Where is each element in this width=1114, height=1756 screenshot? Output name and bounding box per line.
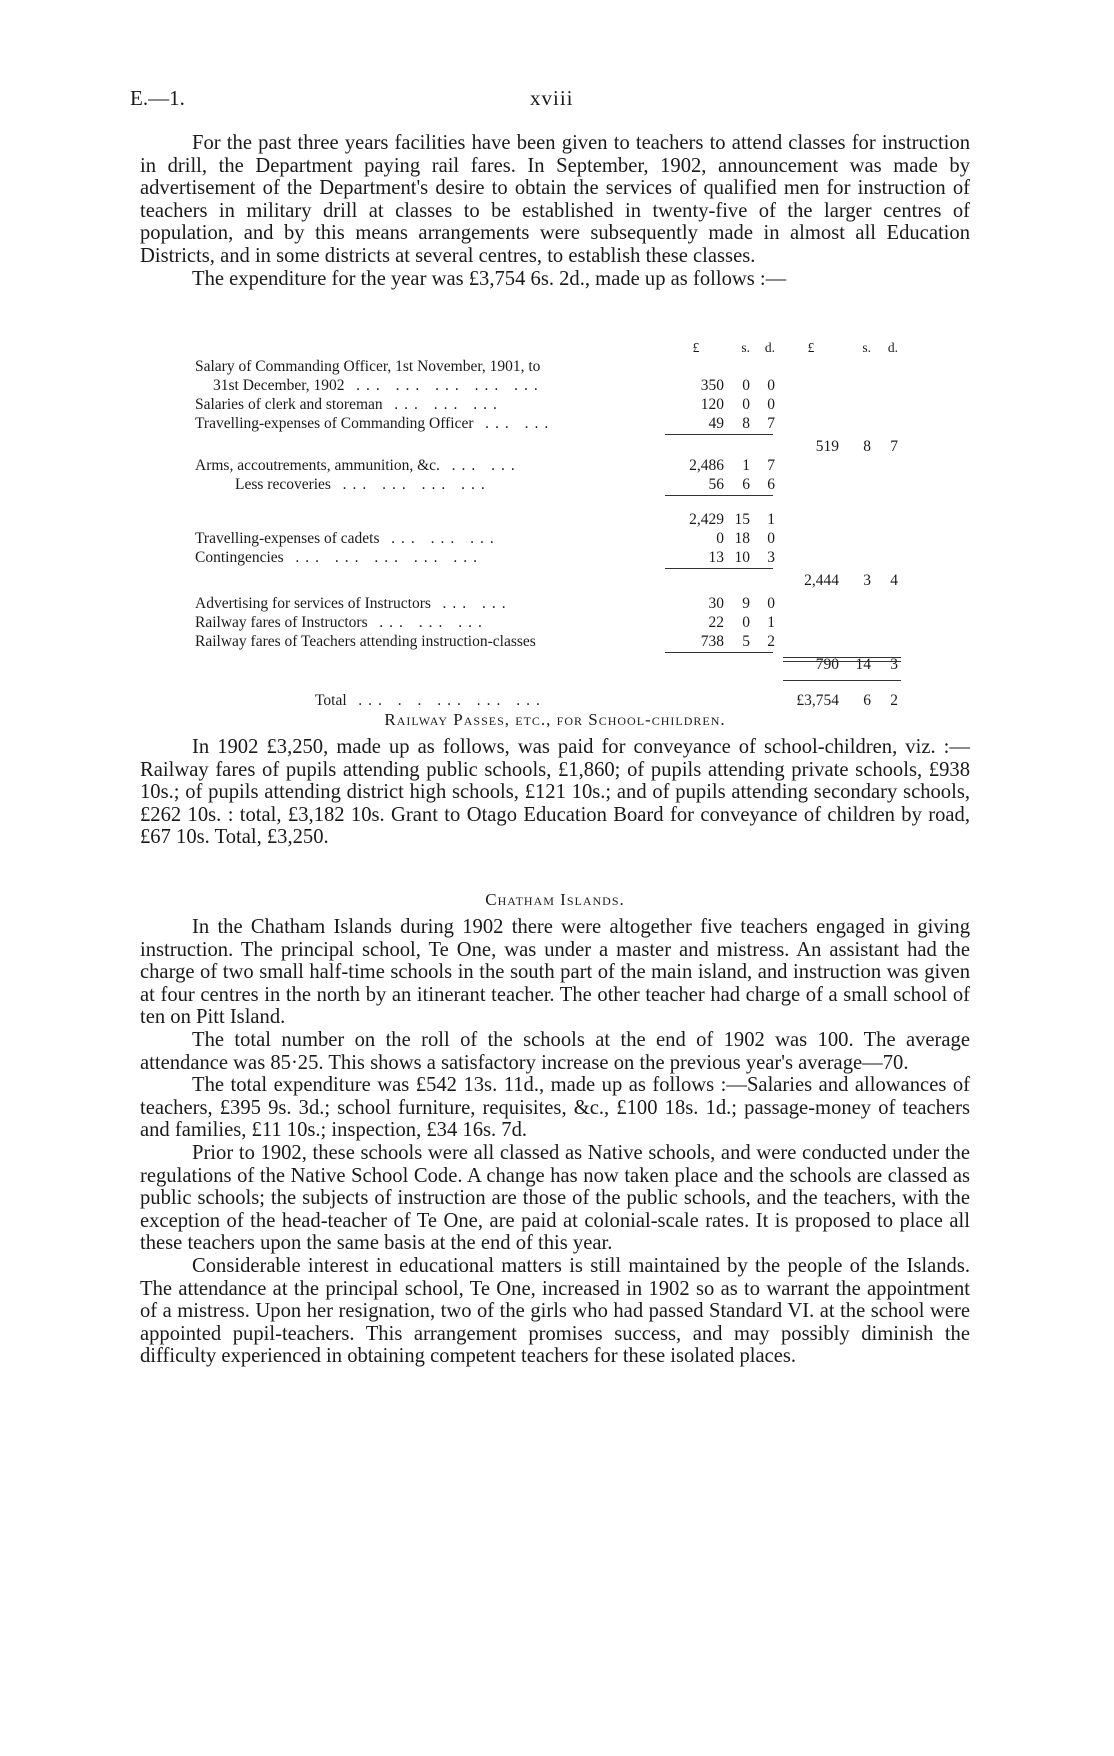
section-heading-railway: Railway Passes, etc., for School-children.	[384, 710, 726, 729]
item-pence: 3	[767, 549, 775, 566]
paragraph-railway: In 1902 £3,250, made up as follows, was paid for conveyance of school-children, viz. :—Railway fares of pupils attending public schools, £1,860; of pupils attending private schools, £938 10s.; of pupils attending district high schools, £121 10s.; and of pupils attending secondary schools, £262 10s. : total, £3,182 10s. Grant to Otago Education Board for conveyance of children by road, £67 10s. Total, £3,250.	[140, 736, 970, 849]
row-label: Arms, accoutrements, ammunition, &c. ... ...	[195, 457, 521, 474]
table-row	[195, 529, 915, 548]
total-label: Total ... . . ... ... ...	[315, 692, 546, 709]
item-shillings: 0	[742, 377, 750, 394]
paragraph-chatham-1: In the Chatham Islands during 1902 there were altogether five teachers engaged in giving instruction. The principal school, Te One, was under a master and mistress. An assistant had the charge of two small half-time schools in the south part of the main island, and instruction was given at four centres in the north by an itinerant teacher. The other teacher had charge of a small school of ten on Pitt Island.	[140, 916, 970, 1029]
col-pounds-header: £	[692, 340, 700, 355]
total-pence: 2	[890, 692, 898, 709]
subtotal-shillings: 14	[855, 656, 871, 673]
subtotal-shillings: 3	[863, 572, 871, 589]
item-shillings: 6	[742, 476, 750, 493]
item-pence: 0	[767, 377, 775, 394]
row-label: Advertising for services of Instructors ... ...	[195, 595, 512, 612]
table-row	[195, 357, 915, 376]
item-pence: 7	[767, 415, 775, 432]
row-label: Salaries of clerk and storeman ... ... ...	[195, 396, 503, 413]
paragraph-chatham-2: The total number on the roll of the schools at the end of 1902 was 100. The average attendance was 85·25. This shows a satisfactory increase on the previous year's average—70.	[140, 1028, 970, 1074]
item-shillings: 18	[734, 530, 750, 547]
item-pence: 0	[767, 595, 775, 612]
expenditure-table	[195, 338, 915, 710]
row-label: Salary of Commanding Officer, 1st November, 1901, to	[195, 358, 541, 375]
row-label: Travelling-expenses of Commanding Officer ... ...	[195, 415, 555, 432]
subtotal-pounds: 2,444	[804, 572, 839, 589]
item-pounds: 2,486	[689, 457, 724, 474]
subtotal-pence: 7	[890, 438, 898, 455]
page-number: xviii	[530, 86, 574, 110]
row-label: Railway fares of Instructors ... ... ...	[195, 614, 488, 631]
railway-section	[140, 710, 970, 849]
table-row	[195, 395, 915, 414]
subtotal-rule	[783, 680, 901, 681]
item-pence: 1	[767, 614, 775, 631]
item-pounds: 22	[708, 614, 724, 631]
item-pounds: 49	[708, 415, 724, 432]
table-row	[195, 548, 915, 567]
item-shillings: 8	[742, 415, 750, 432]
table-row	[195, 632, 915, 651]
paragraph-chatham-4: Prior to 1902, these schools were all classed as Native schools, and were conducted under the regulations of the Native School Code. A change has now taken place and the schools are classed as public schools; the subjects of instruction are those of the public schools, and the teachers, with the exception of the head-teacher of Te One, are paid at colonial-scale rates. It is proposed to place all these teachers upon the same basis at the end of this year.	[140, 1141, 970, 1255]
paragraph-chatham-3: The total expenditure was £542 13s. 11d., made up as follows :—Salaries and allowances of teachers, £395 9s. 3d.; school furniture, requisites, &c., £100 18s. 1d.; passage-money of teachers and families, £11 10s.; inspection, £34 16s. 7d.	[140, 1074, 970, 1142]
table-row	[195, 414, 915, 433]
paragraph-expenditure: The expenditure for the year was £3,754 6s. 2d., made up as follows :—	[192, 267, 787, 290]
item-pence: 6	[767, 476, 775, 493]
total-shillings: 6	[863, 692, 871, 709]
chatham-section	[140, 890, 970, 1368]
row-label: Less recoveries ... ... ... ...	[235, 476, 491, 493]
item-pounds: 2,429	[689, 511, 724, 528]
subtotal-pence: 4	[890, 572, 898, 589]
table-body	[195, 357, 915, 681]
row-label: 31st December, 1902 ... ... ... ... ...	[213, 377, 544, 394]
col-pence-header: d.	[887, 340, 898, 355]
table-row	[195, 475, 915, 494]
item-pounds: 13	[708, 549, 724, 566]
table-row	[195, 510, 915, 529]
page-header	[130, 86, 970, 116]
document-reference: E.—1.	[130, 86, 185, 110]
subtotal-pence: 3	[890, 656, 898, 673]
item-pence: 2	[767, 633, 775, 650]
item-pence: 7	[767, 457, 775, 474]
item-pounds: 0	[716, 530, 724, 547]
item-shillings: 10	[734, 549, 750, 566]
column-rule	[195, 494, 915, 498]
item-pounds: 350	[700, 377, 724, 394]
row-label: Contingencies ... ... ... ... ...	[195, 549, 483, 566]
col-shillings-header: s.	[741, 340, 750, 355]
item-shillings: 0	[742, 396, 750, 413]
total-pounds: £3,754	[796, 692, 839, 709]
col-pence-header: d.	[764, 340, 775, 355]
subtotal-pounds: 519	[815, 438, 839, 455]
item-pence: 0	[767, 396, 775, 413]
item-shillings: 15	[734, 511, 750, 528]
paragraph-drill: For the past three years facilities have been given to teachers to attend classes for instruction in drill, the Department paying rail fares. In September, 1902, announcement was made by advertisement of the Department's desire to obtain the services of qualified men for instruction of teachers in military drill at classes to be established in twenty-five of the larger centres of population, and by this means arrangements were subsequently made in almost all Education Districts, and in some districts at several centres, to establish these classes.	[140, 132, 970, 267]
item-pounds: 738	[700, 633, 724, 650]
table-header-row	[195, 338, 915, 357]
table-row	[195, 613, 915, 632]
table-row	[195, 376, 915, 395]
table-row	[195, 594, 915, 613]
item-shillings: 0	[742, 614, 750, 631]
row-label: Travelling-expenses of cadets ... ... ...	[195, 530, 500, 547]
col-pounds-header: £	[807, 340, 815, 355]
table-row	[195, 456, 915, 475]
subtotal-shillings: 8	[863, 438, 871, 455]
table-row	[195, 571, 915, 590]
table-row	[195, 437, 915, 456]
subtotal-pounds: 790	[815, 656, 839, 673]
item-pounds: 120	[700, 396, 724, 413]
item-shillings: 5	[742, 633, 750, 650]
item-shillings: 1	[742, 457, 750, 474]
item-shillings: 9	[742, 595, 750, 612]
drill-section	[140, 132, 970, 290]
item-pounds: 56	[708, 476, 724, 493]
row-label: Railway fares of Teachers attending instruction-classes	[195, 633, 536, 650]
item-pounds: 30	[708, 595, 724, 612]
item-pence: 1	[767, 511, 775, 528]
table-total-row	[195, 691, 915, 710]
section-heading-chatham: Chatham Islands.	[485, 890, 625, 909]
paragraph-chatham-5: Considerable interest in educational matters is still maintained by the people of the Islands. The attendance at the principal school, Te One, increased in 1902 so as to warrant the appointment of a mistress. Upon her resignation, two of the girls who had passed Standard VI. at the school were appointed pupil-teachers. This arrangement promises success, and may possibly diminish the difficulty experienced in obtaining competent teachers for these isolated places.	[140, 1254, 970, 1368]
total-double-rule	[783, 657, 901, 662]
col-shillings-header: s.	[862, 340, 871, 355]
item-pence: 0	[767, 530, 775, 547]
